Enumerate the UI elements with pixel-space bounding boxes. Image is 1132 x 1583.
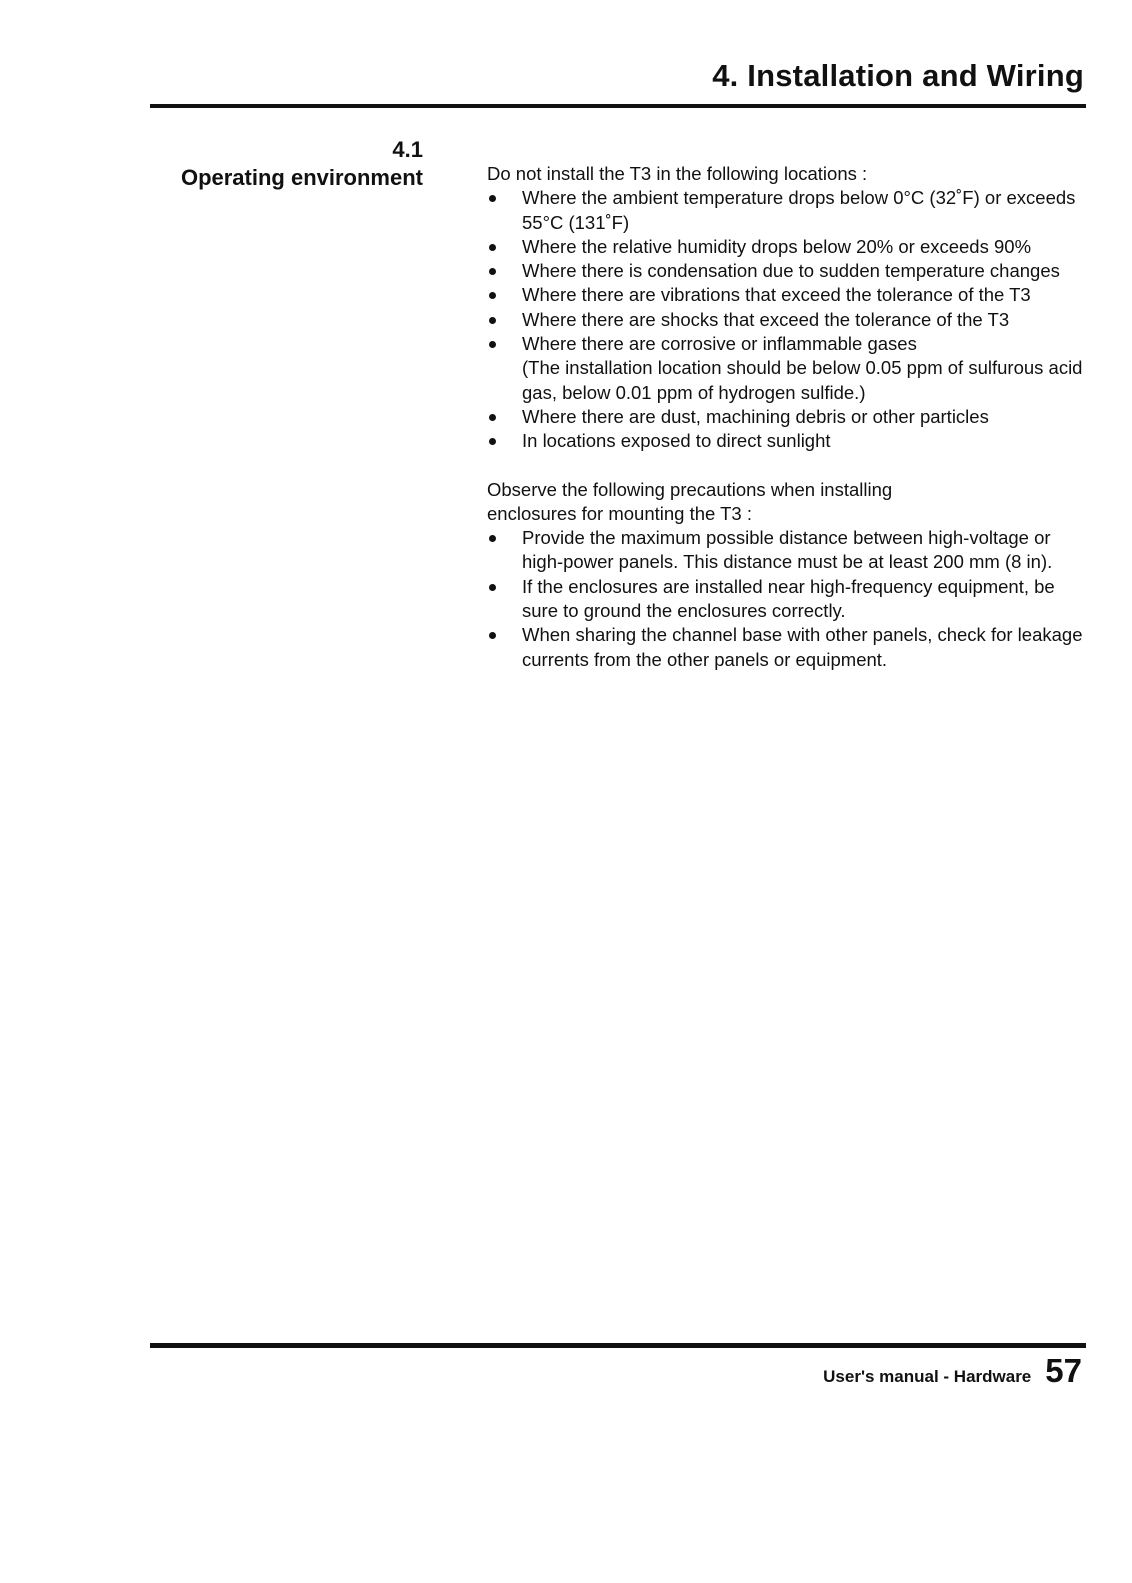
footer-rule <box>150 1343 1086 1348</box>
section-number: 4.1 <box>392 137 423 162</box>
bullet-icon <box>489 632 496 639</box>
list-item: Where there are dust, machining debris or other particles <box>487 405 1087 429</box>
footer-label: User's manual - Hardware <box>823 1367 1032 1386</box>
section-title: Operating environment <box>180 165 423 190</box>
precautions-list <box>487 526 1087 672</box>
page-number: 57 <box>1045 1352 1082 1389</box>
gas-note: (The installation location should be below 0.05 ppm of sulfurous acid gas, below 0.01 ppm of hydrogen sulfide.) <box>522 357 1083 403</box>
bullet-icon <box>489 341 496 348</box>
bullet-icon <box>489 268 496 275</box>
page-footer <box>823 1352 1082 1390</box>
locations-intro: Do not install the T3 in the following locations : <box>487 163 868 184</box>
section-heading <box>150 136 423 192</box>
locations-list <box>487 186 1087 453</box>
list-item: Where there is condensation due to sudden temperature changes <box>487 259 1087 283</box>
bullet-icon <box>489 584 496 591</box>
list-item: Where the relative humidity drops below 20% or exceeds 90% <box>487 235 1087 259</box>
body-content <box>487 162 1087 672</box>
list-item: In locations exposed to direct sunlight <box>487 429 1087 453</box>
list-item: Where the ambient temperature drops below 0°C (32˚F) or exceeds 55°C (131˚F) <box>487 186 1087 235</box>
list-item: Where there are vibrations that exceed the tolerance of the T3 <box>487 283 1087 307</box>
list-item: If the enclosures are installed near high-frequency equipment, be sure to ground the enclosures correctly. <box>487 575 1087 624</box>
bullet-icon <box>489 438 496 445</box>
precautions-intro: Observe the following precautions when installing enclosures for mounting the T3 : <box>487 478 893 524</box>
bullet-icon <box>489 244 496 251</box>
bullet-icon <box>489 195 496 202</box>
header-rule <box>150 104 1086 108</box>
list-item: When sharing the channel base with other panels, check for leakage currents from the other panels or equipment. <box>487 623 1087 672</box>
list-item: Where there are shocks that exceed the tolerance of the T3 <box>487 308 1087 332</box>
bullet-icon <box>489 414 496 421</box>
bullet-icon <box>489 292 496 299</box>
list-item: Where there are corrosive or inflammable gases (The installation location should be below 0.05 ppm of sulfurous acid gas, below 0.01 ppm of hydrogen sulfide.) <box>487 332 1087 405</box>
bullet-icon <box>489 317 496 324</box>
bullet-icon <box>489 535 496 542</box>
list-item: Provide the maximum possible distance between high-voltage or high-power panels. This distance must be at least 200 mm (8 in). <box>487 526 1087 575</box>
chapter-title: 4. Installation and Wiring <box>712 58 1084 93</box>
